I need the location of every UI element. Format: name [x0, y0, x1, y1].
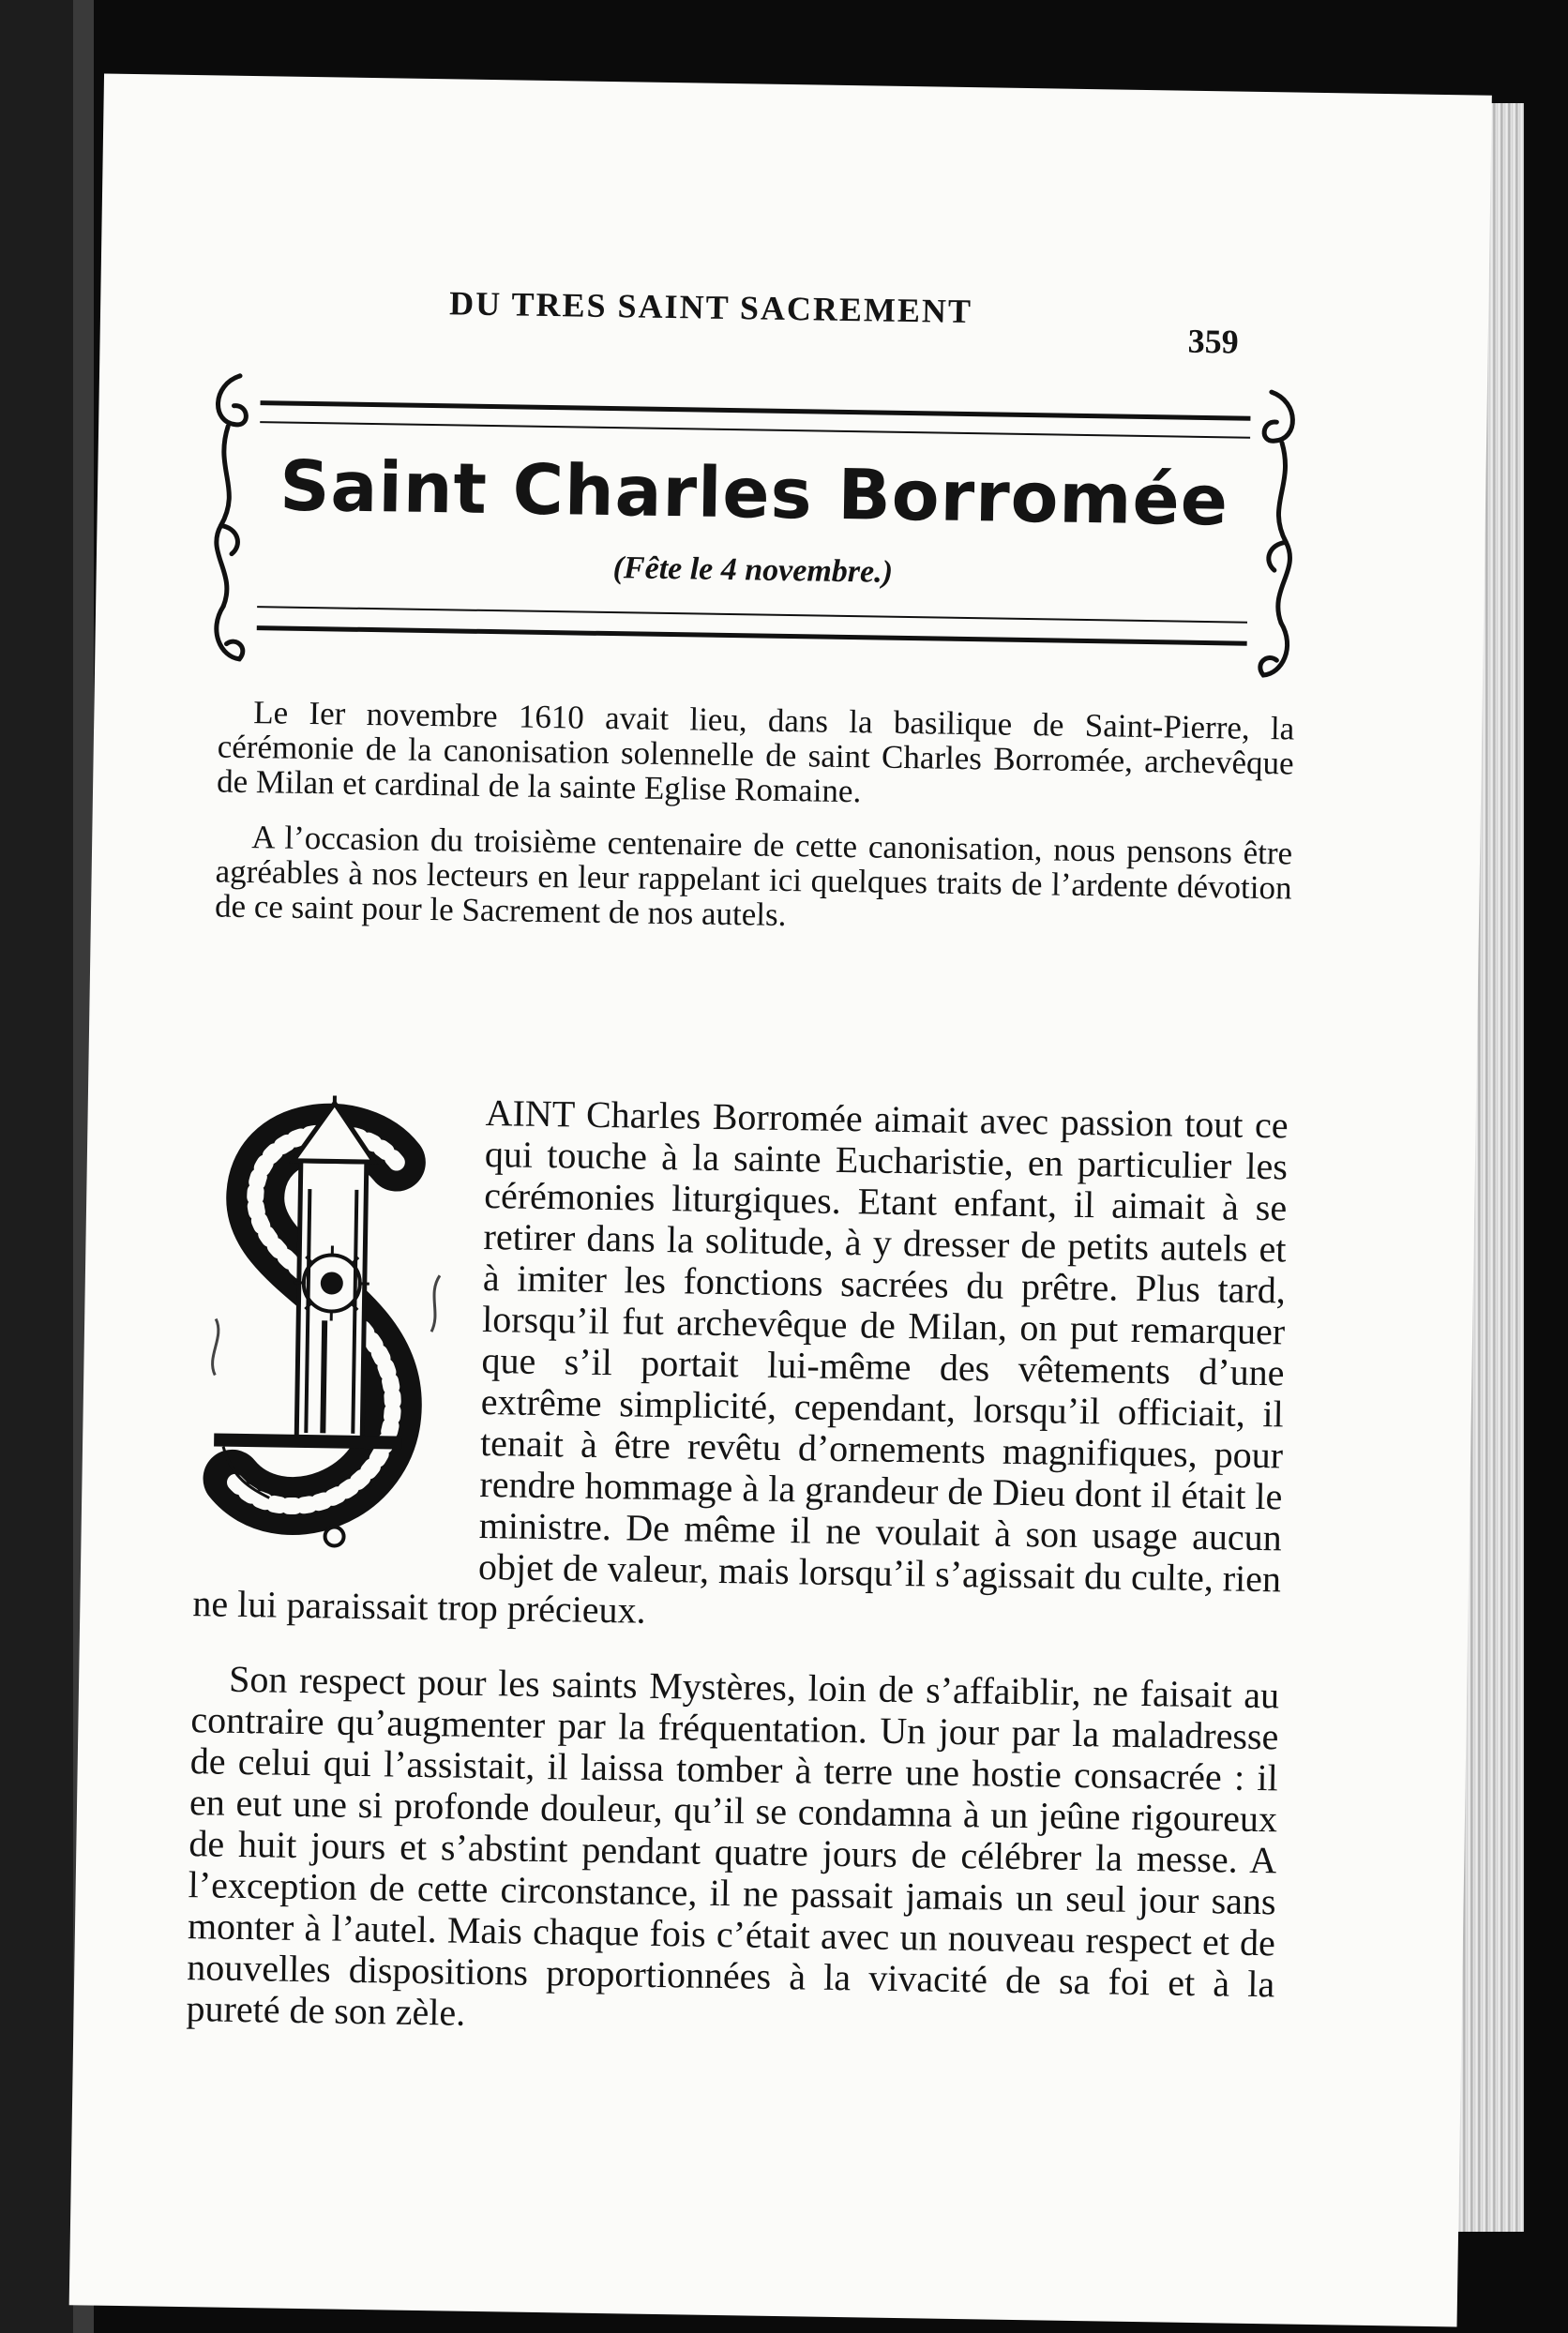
title-frame — [198, 366, 1309, 701]
introduction — [215, 694, 1295, 940]
intro-paragraph-1: Le Ier novembre 1610 avait lieu, dans la basilique de Saint-Pierre, la cérémonie de la canonisation solennelle de saint Charles Borromée, archevêque de Milan et cardinal de la sainte Eglise Romaine. — [216, 694, 1295, 810]
body-paragraph-1 — [192, 1088, 1289, 1641]
intro-paragraph-2: A l’occasion du troisième centenaire de cette canonisation, nous pensons être agréables à nos lecteurs en leur rappelant ici quelques traits de l’ardente dévotion de ce saint pour le Sacrement de nos autels. — [214, 819, 1293, 934]
title-rule-top-thin — [260, 421, 1250, 439]
title-rule-bottom-thin — [257, 606, 1247, 624]
feast-date: (Fête le 4 novembre.) — [612, 550, 894, 590]
running-head: DU TRES SAINT SACREMENT — [448, 284, 973, 331]
body-paragraph-2: Son respect pour les saints Mystères, loin de s’affaiblir, ne faisait au contraire qu’augmenter par la fréquentation. Un jour par la maladresse de celui qui l’assistait, il laissa tomber à terre une hostie consacrée : il en eut une si profonde douleur, qu’il se condamna à un jeûne rigoureux de huit jours et s’abstint pendant quatre jours de célébrer la messe. A l’exception de cette circonstance, il ne passait jamais un seul jour sans monter à l’autel. Mais chaque fois c’était avec un nouveau respect et de nouvelles dispositions proportionnées à la vivacité de sa foi et à la pureté de son zèle. — [186, 1657, 1280, 2034]
title-rule-bottom-thick — [257, 625, 1247, 646]
article-title: Saint Charles Borromée — [279, 445, 1229, 542]
page-number: 359 — [1187, 322, 1240, 361]
title-rule-top-thick — [261, 400, 1251, 421]
body-paragraph-1-text: AINT Charles Borromée aimait avec passion tout ce qui touche à la sainte Eucharistie, en particulier les cérémonies liturgiques. Etant enfant, il aimait à se retirer dans la solitude, à y dresser de petits autels et à imiter les fonctions sacrées du prêtre. Plus tard, lorsqu’il fut archevêque de Milan, on put remarquer que s’il portait lui-même des vêtements d’une extrême simplicité, cependant, lorsqu’il officiait, il tenait à être revêtu d’ornements magnifiques, pour rendre hommage à la grandeur de Dieu dont il était le ministre. De même il ne voulait à son usage aucun objet de valeur, mais lorsqu’il s’agissait du culte, rien ne lui paraissait trop précieux. — [192, 1091, 1289, 1632]
illuminated-initial-s-icon — [193, 1093, 469, 1566]
article-body — [186, 1088, 1289, 2046]
book-page — [69, 73, 1492, 2326]
